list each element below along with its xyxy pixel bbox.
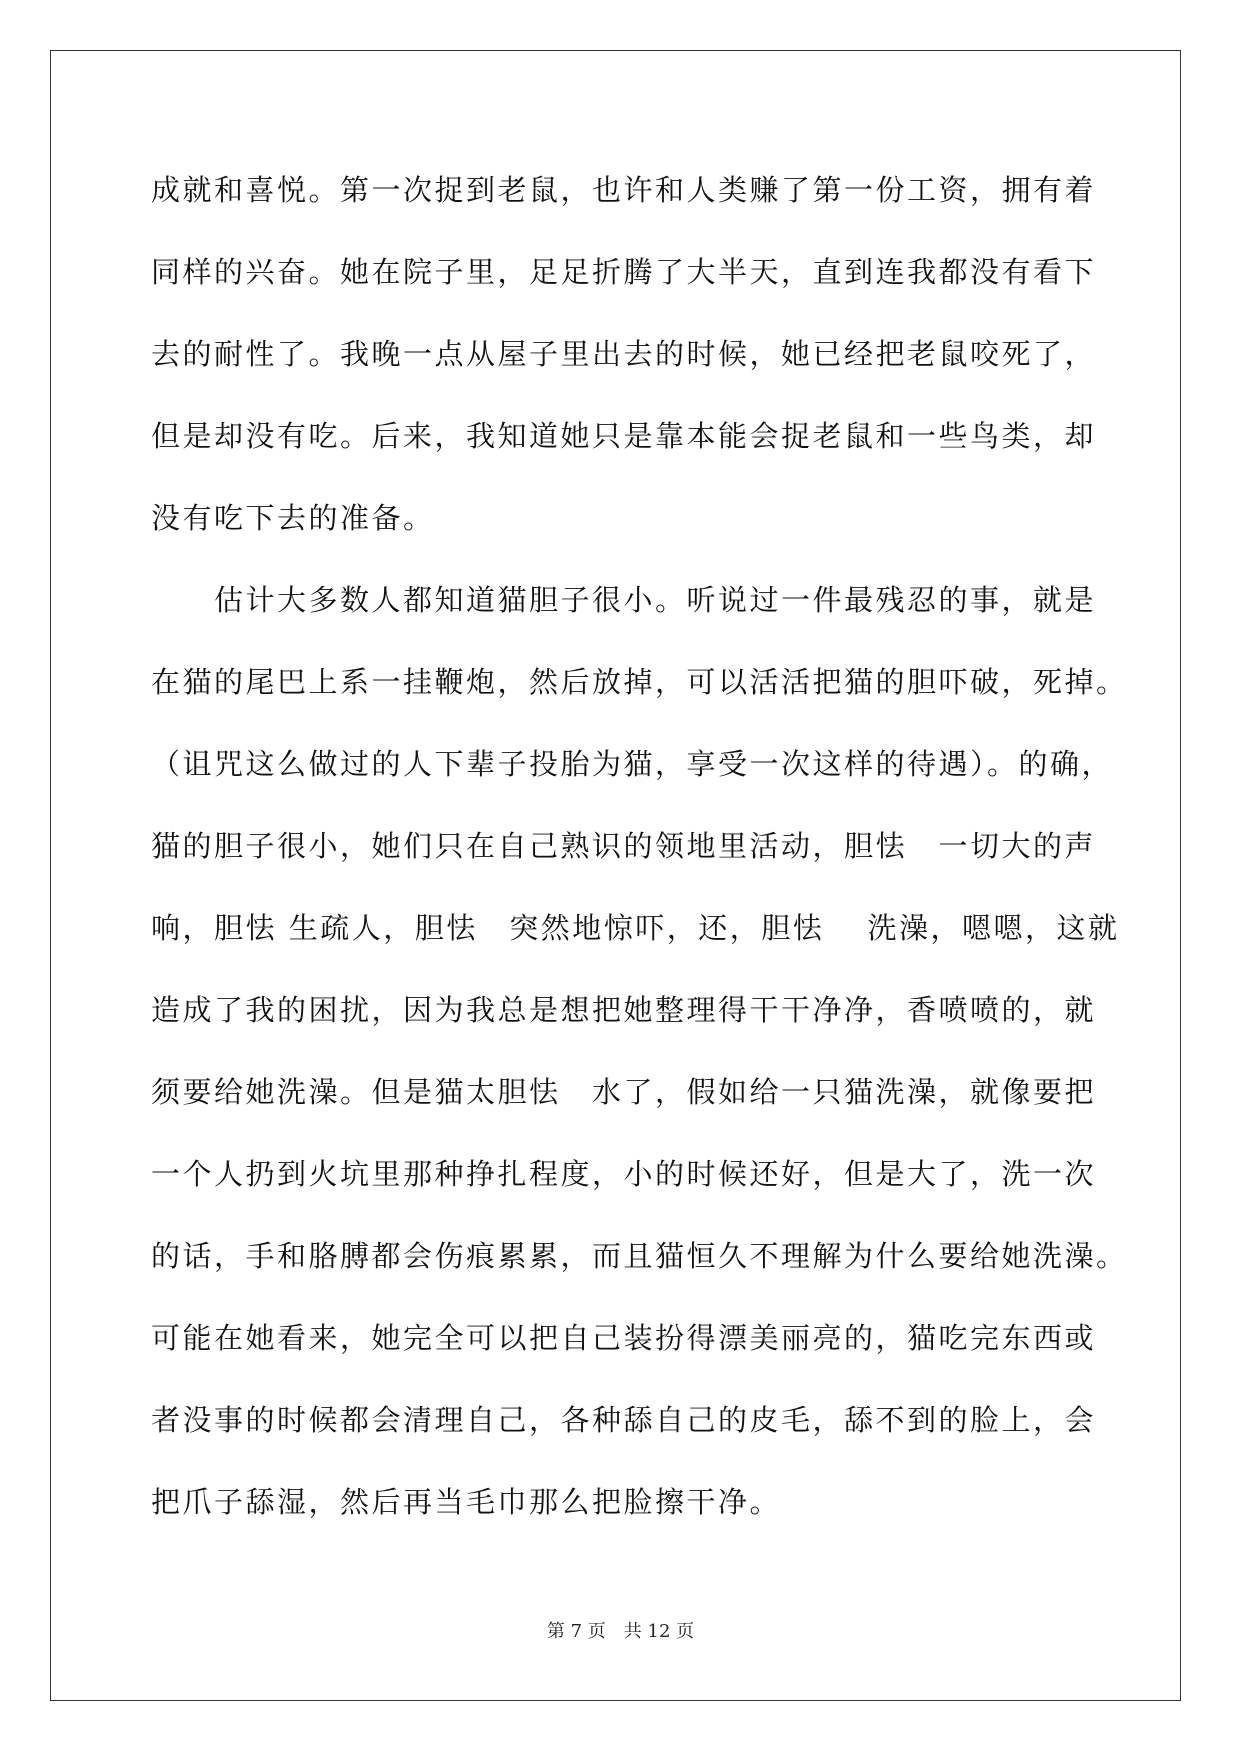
text-line: 没有吃下去的准备。 bbox=[151, 501, 435, 535]
text-line: 响，胆怯 生疏人，胆怯 突然地惊吓，还，胆怯 洗澡，嗯嗯，这就 bbox=[151, 911, 1120, 945]
text-line: 的话，手和胳膊都会伤痕累累，而且猫恒久不理解为什么要给她洗澡。 bbox=[151, 1239, 1128, 1273]
page-number-footer: 第 7 页 共 12 页 bbox=[546, 1621, 695, 1642]
text-line: 造成了我的困扰，因为我总是想把她整理得干干净净，香喷喷的，就 bbox=[151, 993, 1097, 1027]
text-line: 猫的胆子很小，她们只在自己熟识的领地里活动，胆怯 一切大的声 bbox=[151, 829, 1097, 863]
text-line: 把爪子舔湿，然后再当毛巾那么把脸擦干净。 bbox=[151, 1485, 782, 1519]
text-line: 一个人扔到火坑里那种挣扎程度，小的时候还好，但是大了，洗一次 bbox=[151, 1157, 1097, 1191]
text-line: 成就和喜悦。第一次捉到老鼠，也许和人类赚了第一份工资，拥有着 bbox=[151, 173, 1097, 207]
text-line: （诅咒这么做过的人下辈子投胎为猫，享受一次这样的待遇）。的确， bbox=[151, 747, 1114, 781]
text-line: 在猫的尾巴上系一挂鞭炮，然后放掉，可以活活把猫的胆吓破，死掉。 bbox=[151, 665, 1128, 699]
text-line: 可能在她看来，她完全可以把自己装扮得漂美丽亮的，猫吃完东西或 bbox=[151, 1321, 1097, 1355]
text-line: 估计大多数人都知道猫胆子很小。听说过一件最残忍的事，就是 bbox=[151, 583, 1097, 617]
text-line: 须要给她洗澡。但是猫太胆怯 水了，假如给一只猫洗澡，就像要把 bbox=[151, 1075, 1097, 1109]
text-line: 者没事的时候都会清理自己，各种舔自己的皮毛，舔不到的脸上，会 bbox=[151, 1403, 1097, 1437]
document-body bbox=[151, 168, 1131, 1562]
text-line: 但是却没有吃。后来，我知道她只是靠本能会捉老鼠和一些鸟类，却 bbox=[151, 419, 1097, 453]
text-line: 同样的兴奋。她在院子里，足足折腾了大半天，直到连我都没有看下 bbox=[151, 255, 1097, 289]
text-line: 去的耐性了。我晚一点从屋子里出去的时候，她已经把老鼠咬死了， bbox=[151, 337, 1097, 371]
